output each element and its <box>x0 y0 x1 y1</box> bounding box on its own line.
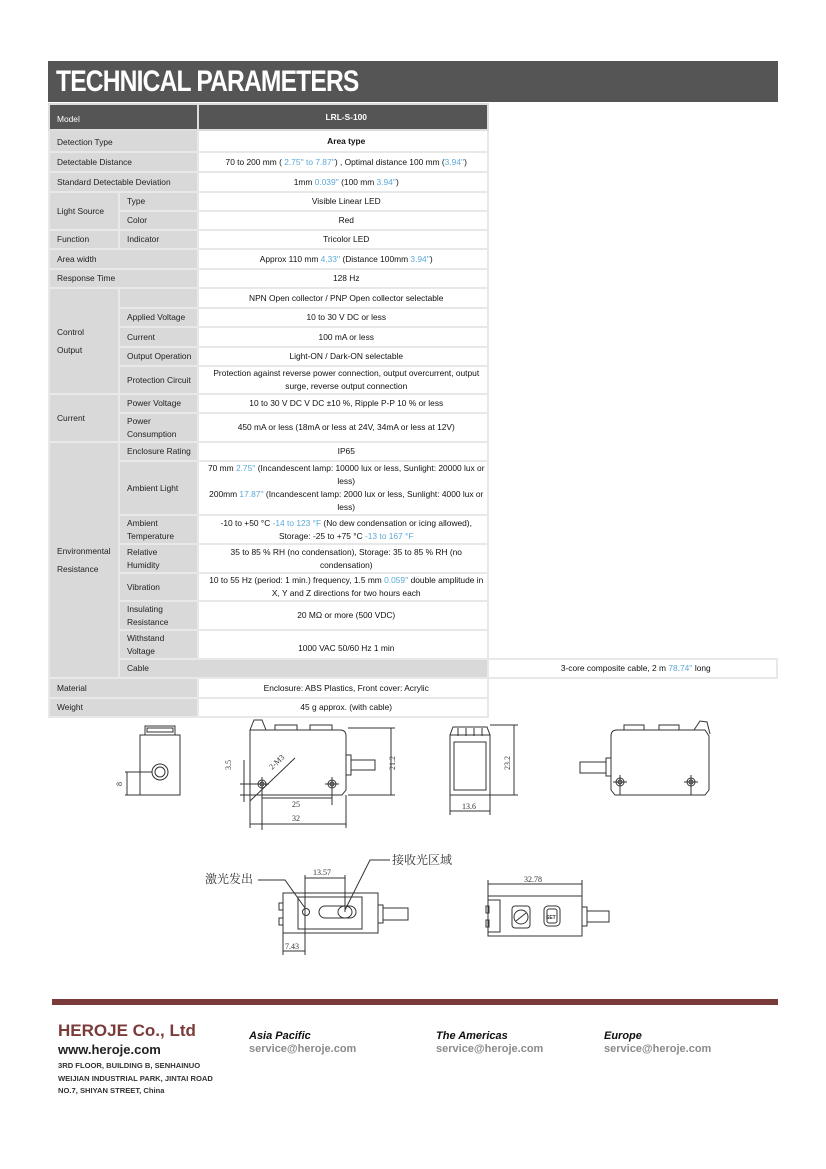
table-row <box>49 659 777 678</box>
imperial-value: 78.74'' <box>668 663 693 673</box>
region-europe <box>604 1030 711 1055</box>
label-line: Ambient <box>127 517 158 528</box>
row-sublabel: Current <box>119 327 198 347</box>
row-value: Enclosure: ABS Plastics, Front cover: Acrylic <box>198 678 488 698</box>
row-value <box>198 172 488 192</box>
receive-area-label: 接收光区域 <box>392 853 453 867</box>
side-view-drawing <box>240 720 395 830</box>
row-value: Tricolor LED <box>198 230 488 249</box>
row-value: 1000 VAC 50/60 Hz 1 min <box>198 630 488 659</box>
text: 200mm <box>209 489 240 499</box>
text: ) , Optimal distance 100 mm ( <box>334 156 445 167</box>
text: 70 to 200 mm ( <box>225 156 285 167</box>
table-row <box>49 308 777 327</box>
laser-emit-label: 激光发出 <box>205 872 254 886</box>
row-label <box>49 288 119 394</box>
table-row <box>49 515 777 544</box>
text: double amplitude in X, Y and Z directions for two hours each <box>271 575 484 598</box>
row-value <box>488 659 778 678</box>
dim-label: 25 <box>292 800 300 809</box>
dim-label: 23.2 <box>503 756 512 770</box>
row-label: Area width <box>49 249 198 269</box>
dim-label: 2-M3 <box>267 752 287 772</box>
imperial-value: 17.87'' <box>239 489 264 499</box>
section-title: TECHNICAL PARAMETERS <box>56 65 359 98</box>
dim-label: 7.43 <box>285 942 299 951</box>
text: (Incandescent lamp: 2000 lux or less, Sunlight: 4000 lux or less) <box>263 489 484 512</box>
dim-label: 8 <box>115 782 124 786</box>
label-line: Voltage <box>127 645 155 656</box>
website-link[interactable]: www.heroje.com <box>58 1042 161 1057</box>
label-line: Insulating <box>127 603 163 614</box>
row-label: Response Time <box>49 269 198 288</box>
dim-label: 13.57 <box>313 868 331 877</box>
dim-label: 21.2 <box>388 756 397 770</box>
table-row <box>49 678 777 698</box>
text: ) <box>429 253 433 264</box>
label-line: Withstand <box>127 632 165 643</box>
imperial-value: 2.75'' to 7.87'' <box>284 156 335 167</box>
row-sublabel: Type <box>119 192 198 211</box>
dim-label: 13.6 <box>462 802 476 811</box>
text: 1mm <box>293 176 315 187</box>
dimension-drawings <box>0 700 826 990</box>
row-value <box>198 152 488 172</box>
row-value: 45 g approx. (with cable) <box>198 698 488 717</box>
label-line: Resistance <box>127 616 169 627</box>
table-row <box>49 394 777 413</box>
row-label <box>49 442 119 678</box>
imperial-value: -14 to 123 °F <box>272 517 322 528</box>
text: ) <box>464 156 467 167</box>
row-value: 20 MΩ or more (500 VDC) <box>198 601 488 630</box>
region-email[interactable]: service@heroje.com <box>436 1043 544 1055</box>
text: 3-core composite cable, 2 m <box>560 663 669 673</box>
label-line: Output <box>57 344 83 355</box>
row-value: Red <box>198 211 488 230</box>
text: -10 to +50 °C <box>220 517 273 528</box>
text: ) <box>396 176 399 187</box>
row-sublabel: Output Operation <box>119 347 198 366</box>
row-value <box>198 515 488 544</box>
row-sublabel <box>119 413 198 442</box>
text: (Distance 100mm <box>340 253 411 264</box>
company-name: HEROJE Co., Ltd <box>58 1021 196 1040</box>
company-address <box>58 1060 213 1098</box>
imperial-value: 4.33'' <box>320 253 341 264</box>
region-name: Europe <box>604 1030 642 1042</box>
text: Approx 110 mm <box>259 253 321 264</box>
row-label: Cable <box>119 659 488 678</box>
text: (No dew condensation or icing allowed), Storage: -25 to +75 °C <box>278 517 472 541</box>
table-row <box>49 630 777 659</box>
end-view-drawing <box>125 726 180 795</box>
table-row <box>49 152 777 172</box>
spec-table <box>48 103 778 718</box>
table-row <box>49 211 777 230</box>
row-label: Function <box>49 230 119 249</box>
row-sublabel: Applied Voltage <box>119 308 198 327</box>
value-line <box>206 488 487 514</box>
row-sublabel: Ambient Light <box>119 461 198 515</box>
top-view-controls-drawing <box>486 880 609 936</box>
row-value: 10 to 30 V DC V DC ±10 %, Ripple P-P 10 % or less <box>198 394 488 413</box>
label-line: Relative <box>127 546 158 557</box>
row-value: Visible Linear LED <box>198 192 488 211</box>
row-sublabel <box>119 601 198 630</box>
model-label: Model <box>49 104 198 130</box>
table-row <box>49 230 777 249</box>
label-line: Resistance <box>57 563 99 574</box>
table-row <box>49 442 777 461</box>
text: long <box>692 663 711 673</box>
imperial-value: 2.75'' <box>235 463 256 473</box>
row-value: Area type <box>198 130 488 152</box>
address-line: WEIJIAN INDUSTRIAL PARK, JINTAI ROAD <box>58 1073 213 1083</box>
table-row <box>49 288 777 308</box>
rear-side-view-drawing <box>580 721 710 795</box>
region-americas <box>436 1030 543 1055</box>
label-line: Power <box>127 415 151 426</box>
row-sublabel <box>119 544 198 573</box>
address-line: 3RD FLOOR, BUILDING B, SENHAINUO <box>58 1061 201 1070</box>
label-line: Temperature <box>127 530 175 541</box>
table-row <box>49 461 777 515</box>
row-label: Light Source <box>49 192 119 230</box>
row-value: 35 to 85 % RH (no condensation), Storage: 35 to 85 % RH (no condensation) <box>198 544 488 573</box>
imperial-value: 3.94'' <box>444 156 465 167</box>
dim-label: 32 <box>292 814 300 823</box>
region-asia-pacific <box>249 1030 356 1055</box>
value-line <box>206 462 487 488</box>
table-row <box>49 601 777 630</box>
text: (Incandescent lamp: 10000 lux or less, Sunlight: 20000 lux or less) <box>255 463 485 486</box>
imperial-value: -13 to 167 °F <box>364 530 414 541</box>
row-value <box>198 461 488 515</box>
label-line: Control <box>57 326 84 337</box>
region-name: The Americas <box>436 1030 508 1042</box>
table-row <box>49 544 777 573</box>
row-value <box>198 249 488 269</box>
row-value: 128 Hz <box>198 269 488 288</box>
row-sublabel: Power Voltage <box>119 394 198 413</box>
row-value: IP65 <box>198 442 488 461</box>
model-value: LRL-S-100 <box>198 104 488 130</box>
table-row <box>49 249 777 269</box>
address-line: NO.7, SHIYAN STREET, China <box>58 1086 165 1096</box>
table-row <box>49 172 777 192</box>
region-email[interactable]: service@heroje.com <box>604 1043 712 1055</box>
table-row <box>49 366 777 394</box>
text: 70 mm <box>208 463 236 473</box>
row-label: Detectable Distance <box>49 152 198 172</box>
row-label: Standard Detectable Deviation <box>49 172 198 192</box>
row-label: Current <box>49 394 119 442</box>
table-row <box>49 327 777 347</box>
row-label: Weight <box>49 698 198 717</box>
row-sublabel: Indicator <box>119 230 198 249</box>
imperial-value: 3.94'' <box>376 176 396 187</box>
row-sublabel: Enclosure Rating <box>119 442 198 461</box>
label-line: Environmental <box>57 545 111 556</box>
text: 10 to 55 Hz (period: 1 min.) frequency, 1.5 mm <box>209 575 385 585</box>
top-view-drawing <box>258 860 408 955</box>
dim-label: 3.5 <box>224 760 233 770</box>
table-row <box>49 413 777 442</box>
row-label: Detection Type <box>49 130 198 152</box>
row-sublabel: Protection Circuit <box>119 366 198 394</box>
label-line: Humidity <box>127 559 160 570</box>
footer-divider <box>52 999 778 1005</box>
row-sublabel <box>119 630 198 659</box>
region-name: Asia Pacific <box>249 1030 311 1042</box>
row-sublabel-empty <box>119 288 198 308</box>
region-email[interactable]: service@heroje.com <box>249 1043 357 1055</box>
table-row <box>49 130 777 152</box>
row-value: 450 mA or less (18mA or less at 24V, 34mA or less at 12V) <box>198 413 488 442</box>
row-sublabel: Vibration <box>119 573 198 601</box>
imperial-value: 3.94'' <box>410 253 430 264</box>
row-value: 10 to 30 V DC or less <box>198 308 488 327</box>
row-value: 100 mA or less <box>198 327 488 347</box>
table-row <box>49 347 777 366</box>
table-row-model <box>49 104 777 130</box>
row-value <box>198 573 488 601</box>
text: (100 mm <box>338 176 377 187</box>
row-value: Light-ON / Dark-ON selectable <box>198 347 488 366</box>
section-header <box>48 61 778 102</box>
set-button-label: SET <box>546 915 556 921</box>
imperial-value: 0.059'' <box>384 575 409 585</box>
row-label: Material <box>49 678 198 698</box>
label-line: Consumption <box>127 428 177 439</box>
row-value: Protection against reverse power connection, output overcurrent, output surge, reverse output connection <box>198 366 488 394</box>
imperial-value: 0.039'' <box>314 176 339 187</box>
dim-label: 32.78 <box>524 875 542 884</box>
row-value: NPN Open collector / PNP Open collector selectable <box>198 288 488 308</box>
table-row <box>49 192 777 211</box>
row-sublabel <box>119 515 198 544</box>
table-row <box>49 269 777 288</box>
row-sublabel: Color <box>119 211 198 230</box>
table-row <box>49 573 777 601</box>
